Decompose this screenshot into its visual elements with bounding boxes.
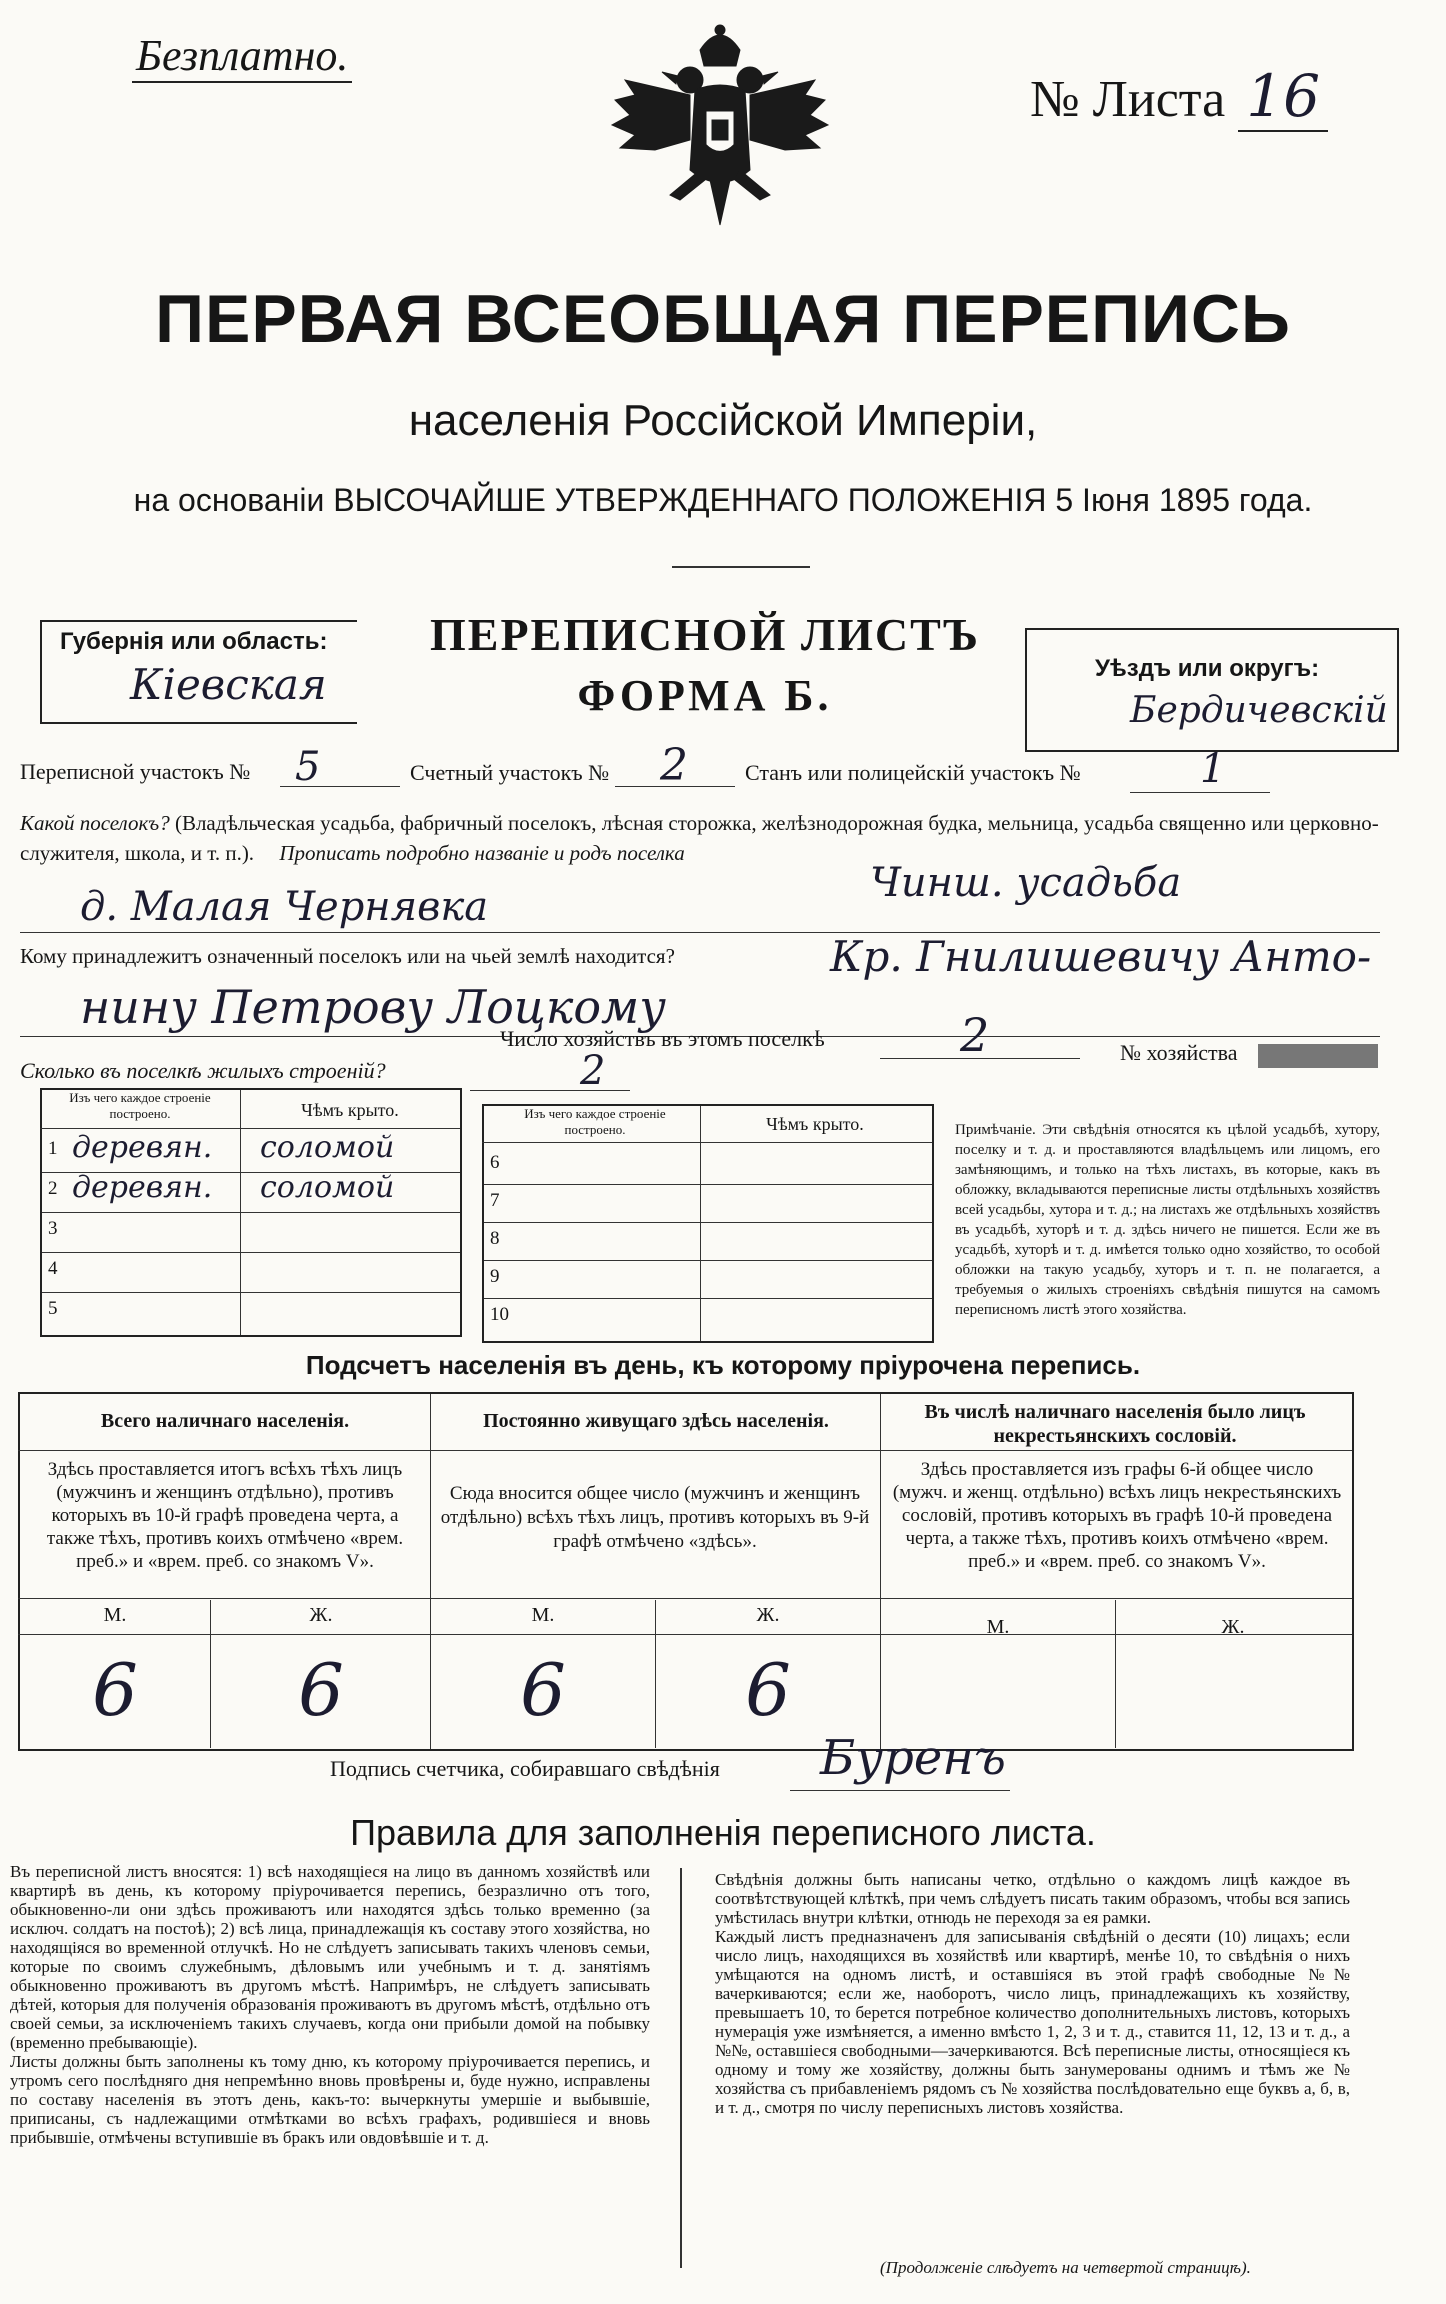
household-no-label: № хозяйства	[1120, 1040, 1238, 1065]
building-row-line	[484, 1184, 932, 1185]
census-district-label: Переписной участокъ №	[20, 759, 251, 784]
settlement-value-2: д. Малая Чернявка	[80, 884, 489, 930]
buildings-line	[470, 1090, 630, 1091]
households-label: Число хозяйствъ въ этомъ поселкѣ	[500, 1026, 825, 1051]
building-row-number: 5	[48, 1298, 58, 1319]
count-col-div-2	[880, 1394, 881, 1749]
count-col3-text: Здѣсь проставляется изъ графы 6-й общее число (мужч. и женщ. отдѣльно) всѣхъ лицъ некрестьянскихъ сословій, противъ которыхъ въ графѣ 10-й проведена черта, а также тѣхъ, противъ коихъ отмѣчено «врем. преб.» и «врем. преб. со знакомъ V».	[892, 1459, 1342, 1572]
building-row-line	[484, 1298, 932, 1299]
count-col3-title: Въ числѣ наличнаго населенія было лицъ некрестьянскихъ сословій.	[924, 1401, 1306, 1447]
building-row-roof: соломой	[260, 1130, 395, 1165]
sheet-number-label	[1030, 62, 1328, 130]
left-header-line	[40, 1128, 460, 1129]
count-col1-text: Здѣсь проставляется итогъ всѣхъ тѣхъ лицъ (мужчинъ и женщинъ отдѣльно), противъ которыхъ въ 10-й графѣ проведена черта, а также тѣхъ, противъ коихъ отмѣчено «врем. преб.» и «врем. преб. со знакомъ V».	[46, 1459, 404, 1572]
stan-label: Станъ или полицейскій участокъ №	[745, 760, 1081, 785]
stan-value: 1	[1200, 746, 1226, 792]
count-col2-text: Сюда вносится общее число (мужчинъ и женщинъ отдѣльно) всѣхъ тѣхъ лицъ, противъ которыхъ въ 9-й графѣ отмѣчено «здѣсь».	[440, 1483, 870, 1552]
count-mf-div-1	[210, 1600, 211, 1748]
right-header-line	[482, 1142, 932, 1143]
col3-m-label: М.	[986, 1616, 1010, 1638]
uezd-label: Уѣздъ или округъ:	[1095, 655, 1320, 682]
rules-continuation: (Продолженіе слѣдуетъ на четвертой страницѣ).	[880, 2258, 1251, 2277]
buildings-value: 2	[580, 1048, 606, 1094]
counting-district-value: 2	[660, 740, 688, 791]
col1-m-label: М.	[103, 1604, 127, 1626]
col2-f-label: Ж.	[756, 1604, 780, 1626]
building-row-line	[42, 1252, 460, 1253]
owner-value-2: нину Петрову Лоцкому	[80, 980, 666, 1034]
census-basis: на основаніи ВЫСОЧАЙШЕ УТВЕРЖДЕННАГО ПОЛОЖЕНІЯ 5 Іюня 1895 года.	[133, 482, 1313, 518]
rules-title: Правила для заполненія переписного листа.	[350, 1812, 1096, 1853]
col2-m-label: М.	[531, 1604, 555, 1626]
counting-district-label: Счетный участокъ №	[410, 760, 610, 785]
building-row-line	[484, 1222, 932, 1223]
census-district-line	[280, 786, 400, 787]
count-mf-line	[18, 1598, 1352, 1599]
settlement-instruction: Прописать подробно названіе и родъ поселка	[279, 841, 685, 865]
building-row-line	[42, 1212, 460, 1213]
settlement-examples: (Владѣльческая усадьба, фабричный поселокъ, лѣсная сторожка, желѣзнодорожная будка, мельница, усадьба священно или церковно-служителя, школа, и т. п.).	[20, 811, 1379, 865]
col2-f-value: 6	[745, 1648, 791, 1732]
form-name: ФОРМА Б.	[577, 671, 833, 720]
building-row-number: 2	[48, 1178, 58, 1199]
signature-label: Подпись счетчика, собиравшаго свѣдѣнія	[330, 1756, 720, 1781]
building-row-number: 4	[48, 1258, 58, 1279]
settlement-value-1: Чинш. усадьба	[870, 860, 1182, 906]
building-row-material: деревян.	[72, 1170, 213, 1205]
signature-line	[790, 1790, 1010, 1791]
rules-right: Свѣдѣнія должны быть написаны четко, отдѣльно о каждомъ лицѣ каждое въ соотвѣтствующей клѣткѣ, при чемъ слѣдуетъ писать таким образомъ, чтобы вся запись умѣстилась внутри клѣтки, отнюдь не переходя за ея рамки. Каждый листъ предназначенъ для записыванія свѣдѣній о десяти (10) лицахъ; если число лицъ, находящихся въ хозяйствѣ или квартирѣ, менѣе 10, то свѣдѣнія о нихъ умѣщаются на одномъ листѣ, и оставшіяся въ этой графѣ свободные №№ вачеркиваются; если же, наоборотъ, число лицъ, принадлежащихъ къ хозяйству, превышаетъ 10, то берется потребное количество дополнительныхъ листовъ, которыхъ нумерація уже измѣняется, а именно вмѣсто 1, 2, 3 и т. д., ставится 11, 12, 13 и т. д., а №№, оставшіеся свободными—зачеркиваются. Всѣ переписные листы, относящіеся къ одному и тому же хозяйству, должны быть занумерованы однимъ и тѣмъ же № хозяйства съ прибавленіемъ рядомъ съ № хозяйства послѣдовательно еще буквъ а, б, в, и т. д., смотря по числу переписныхъ листовъ хозяйства.	[715, 1870, 1350, 2117]
count-header-line	[18, 1450, 1352, 1451]
col1-m-value: 6	[92, 1648, 138, 1732]
count-title: Подсчетъ населенія въ день, къ которому пріурочена перепись.	[305, 1350, 1141, 1380]
building-row-number: 6	[490, 1152, 500, 1173]
rules-left: Въ переписной листъ вносятся: 1) всѣ находящіеся на лицо въ данномъ хозяйствѣ или квартирѣ въ день, къ которому пріурочивается перепись, безразлично отъ того, обыкновенно-ли они здѣсь проживаютъ или находятся здѣсь только временно (за исключ. солдатъ на постоѣ); 2) всѣ лица, принадлежащія къ составу этого хозяйства, но находящіяся во временной отлучкѣ. Но не слѣдуетъ записывать такихъ членовъ семьи, которые по своимъ служебнымъ, дѣловымъ или учебнымъ и т. д. занятіямъ обыкновенно проживаютъ въ другомъ мѣстѣ. Напримѣръ, не слѣдуетъ записывать дѣтей, которыя для полученія образованія проживаютъ въ другомъ мѣстѣ, отдѣльно отъ своей семьи, за исключеніемъ такихъ случаевъ, когда они прибыли домой на побывку (временно пребывающіе). Листы должны быть заполнены къ тому дню, къ которому пріурочивается перепись, и утромъ сего послѣдняго дня непремѣнно вновь провѣрены и, буде нужно, исправлены по составу населенія въ этотъ день, какъ-то: вычеркнуты умершіе и выбывшіе, приписаны, съ надлежащими отмѣтками во всѣхъ графахъ, родившіеся и вновь прибывшіе, отмѣчены вступившіе въ бракъ или овдовѣвшіе и т. д.	[10, 1862, 650, 2147]
building-row-material: деревян.	[72, 1130, 213, 1165]
census-district-value: 5	[295, 744, 321, 790]
owner-question: Кому принадлежитъ означенный поселокъ или на чьей землѣ находится?	[20, 944, 675, 968]
count-col2-title: Постоянно живущаго здѣсь населенія.	[483, 1410, 829, 1432]
right-col-roof: Чѣмъ крыто.	[766, 1114, 864, 1134]
census-district-row	[20, 760, 250, 784]
signature-value: Буренъ	[820, 1730, 1006, 1786]
left-col-material: Изъ чего каждое строеніе построено.	[69, 1090, 211, 1121]
building-row-line	[42, 1172, 460, 1173]
gubernia-label: Губернія или область:	[60, 628, 328, 655]
uezd-value: Бердичевскій	[1130, 690, 1388, 731]
sheet-number: 16	[1238, 62, 1328, 132]
free-label: Безплатно.	[132, 30, 352, 83]
header-divider	[672, 566, 810, 568]
settlement-question	[20, 808, 1400, 868]
building-row-line	[42, 1292, 460, 1293]
household-no-redaction	[1258, 1044, 1378, 1068]
count-col1-title: Всего наличнаго населенія.	[100, 1410, 350, 1432]
census-subtitle: населенія Россійской Имперіи,	[408, 396, 1038, 445]
owner-value-1: Кр. Гнилишевичу Анто-	[830, 932, 1372, 981]
building-row-number: 1	[48, 1138, 58, 1159]
households-line	[880, 1058, 1080, 1059]
building-row-number: 10	[490, 1304, 509, 1325]
count-col-div-1	[430, 1394, 431, 1749]
stan-line	[1130, 792, 1270, 793]
building-row-line	[484, 1260, 932, 1261]
building-row-number: 7	[490, 1190, 500, 1211]
buildings-question: Сколько въ поселкѣ жилыхъ строеній?	[20, 1058, 386, 1083]
col1-f-label: Ж.	[309, 1604, 333, 1626]
sheet-title: ПЕРЕПИСНОЙ ЛИСТЪ	[429, 609, 981, 660]
imperial-eagle-emblem	[600, 20, 840, 230]
building-row-number: 9	[490, 1266, 500, 1287]
right-col-material: Изъ чего каждое строеніе построено.	[524, 1106, 666, 1137]
households-value: 2	[960, 1008, 990, 1062]
left-col-roof: Чѣмъ крыто.	[301, 1100, 399, 1120]
building-row-roof: соломой	[260, 1170, 395, 1205]
col2-m-value: 6	[520, 1648, 566, 1732]
settlement-q: Какой поселокъ?	[20, 811, 170, 835]
col1-f-value: 6	[298, 1648, 344, 1732]
buildings-table-right	[482, 1104, 934, 1343]
building-row-number: 3	[48, 1218, 58, 1239]
counting-district-line	[615, 786, 735, 787]
census-title: ПЕРВАЯ ВСЕОБЩАЯ ПЕРЕПИСЬ	[155, 281, 1291, 357]
col3-f-label: Ж.	[1221, 1616, 1245, 1638]
rules-divider	[680, 1868, 682, 2268]
sheet-label: № Листа	[1030, 71, 1226, 128]
gubernia-value: Кіевская	[130, 660, 327, 709]
buildings-note: Примѣчаніе. Эти свѣдѣнія относятся къ цѣлой усадьбѣ, хутору, поселку и т. д. и проставляются владѣльцемъ или лицомъ, его замѣняющимъ, и только на тѣхъ листахъ, въ которые, какъ въ обложку, вкладываются переписные листы отдѣльныхъ хозяйствъ всей усадьбы, хутора и т. д.; на листахъ же отдѣльныхъ хозяйствъ въ усадьбѣ, хуторѣ и т. д. здѣсь ничего не пишется. Если же въ усадьбѣ, хуторѣ и т. д. имѣется только одно хозяйство, то особой обложки на такую усадьбу, хуторъ и т. п. не полагается, а требуемыя о жилыхъ строеніяхъ свѣдѣнія пишутся на самомъ переписномъ листѣ этого хозяйства.	[955, 1122, 1380, 1318]
building-row-number: 8	[490, 1228, 500, 1249]
